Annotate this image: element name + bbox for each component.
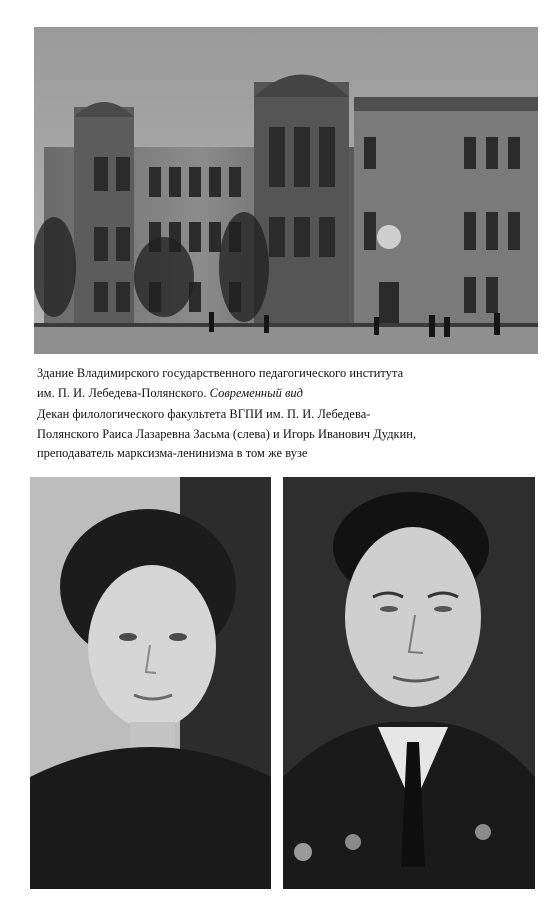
woman-portrait-image — [30, 477, 271, 889]
building-caption-italic: Современный вид — [209, 385, 303, 400]
building-caption-line-1: Здание Владимирского государственного педагогического института — [37, 366, 404, 380]
portraits-caption-line-3: преподаватель марксизма-ленинизма в том же вузе — [37, 446, 308, 460]
portraits-caption-line-1: Декан филологического факультета ВГПИ им. П. И. Лебедева- — [37, 407, 371, 421]
building-photo — [34, 27, 538, 354]
building-caption-line-2 — [37, 384, 542, 404]
woman-portrait-photo — [30, 477, 271, 889]
man-portrait-photo — [283, 477, 535, 889]
building-caption-line-2-text: им. П. И. Лебедева-Полянского. — [37, 385, 210, 400]
portraits-caption — [37, 405, 542, 464]
portraits-caption-line-2: Полянского Раиса Лазаревна Засьма (слева) и Игорь Иванович Дудкин, — [37, 426, 417, 441]
building-image — [34, 27, 538, 354]
man-portrait-image — [283, 477, 535, 889]
building-caption — [37, 364, 542, 403]
